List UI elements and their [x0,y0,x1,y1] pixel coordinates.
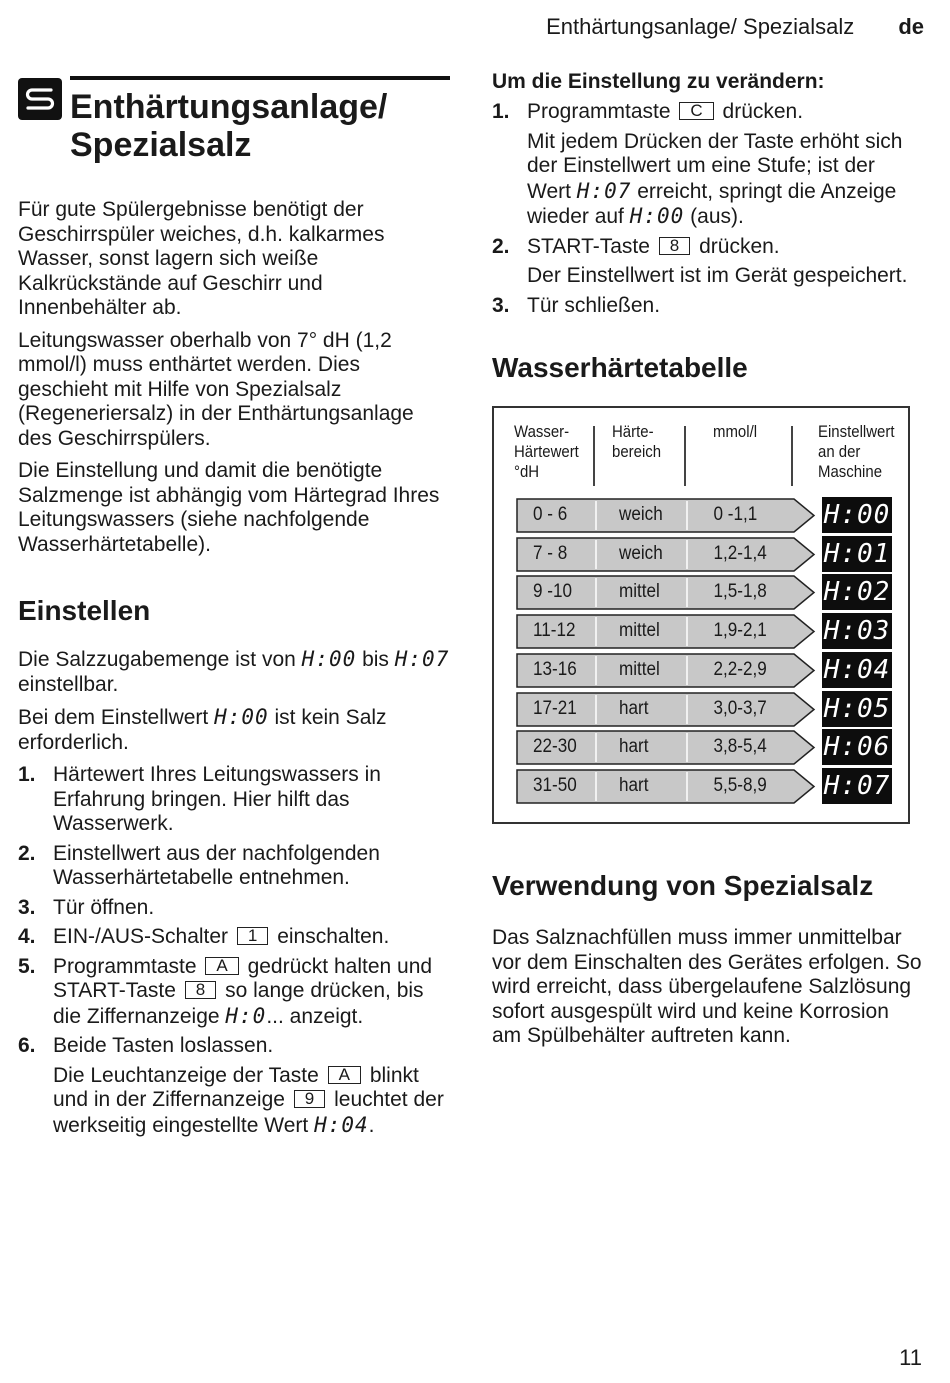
step-item [492,294,922,319]
change-heading: Um die Einstellung zu verändern: [492,70,825,93]
step-subtext [53,1064,450,1139]
key-symbol: A [328,1066,361,1084]
step-text: erreicht, springt die Anzeige wieder auf [527,179,897,228]
step-text: blinkt und in der Ziffernanzeige [53,1063,419,1111]
running-header [546,14,924,40]
cell-range: mittel [619,658,660,680]
lcd-value: H:07 [394,647,450,671]
cell-setting-lcd: H:05 [822,691,892,727]
lcd-value: H:00 [629,204,685,228]
step-text: ... anzeigt. [266,1004,364,1028]
step-text: START-Taste [527,234,650,258]
step-item [18,842,450,891]
step-text: Die Leuchtanzeige der Taste [53,1063,319,1087]
table-row [516,537,816,571]
step-item [18,763,450,837]
right-column [492,70,922,1057]
lcd-value: H:0 [225,1003,267,1028]
title-line-1: Enthärtungsanlage/ [70,88,388,126]
key-symbol: 8 [185,981,216,999]
setup-steps [18,763,450,1138]
intro-paragraph: Leitungswasser oberhalb von 7° dH (1,2 mmol/l) muss enthärtet werden. Dies geschieht mit Hilfe von Spezialsalz (Regeneriersalz) in der Enthärtungsanlage des Geschirrspülers. [18,328,414,450]
step-text: EIN-/AUS-Schalter [53,925,229,948]
lcd-value: H:00 [214,705,269,729]
step-text: Härtewert Ihres Leitungswassers in Erfahrung bringen. Hier hilft das Wasserwerk. [53,763,381,835]
no-salt-paragraph [18,705,450,755]
cell-setting-lcd: H:07 [822,768,892,804]
text: bis [356,648,395,671]
water-hardness-table [492,406,910,824]
text: einstellbar. [18,672,119,696]
salt-heading: Verwendung von Spezialsalz [492,870,874,901]
step-text: drücken. [699,234,780,258]
intro-text [18,198,450,557]
key-symbol: 1 [237,927,268,945]
step-item [18,896,450,921]
column-divider [593,426,595,486]
step-text: (aus). [684,205,744,228]
step-text: Programmtaste [527,100,671,123]
cell-setting-lcd: H:00 [822,497,892,533]
step-text: Einstellwert aus der nachfolgenden Wasserhärtetabelle entnehmen. [53,841,380,889]
lcd-value: H:04 [314,1112,369,1137]
cell-dh: 9 -10 [533,581,572,603]
step-item [492,100,922,230]
header-text: bereich [612,442,662,461]
header-text: mmol/l [713,422,758,441]
step-text: Beide Tasten loslassen. [53,1034,274,1057]
lcd-value: H:00 [301,647,357,671]
section-title [18,76,450,164]
header-text: Härte- [612,422,654,441]
column-divider [791,426,793,486]
step-text: . [368,1113,375,1137]
table-row [516,653,816,687]
step-number: 2. [492,234,510,258]
col-header-dh [514,422,579,482]
header-text: Maschine [818,462,883,481]
cell-mmol: 1,2-1,4 [713,542,767,564]
text: Die Salzzugabemenge ist von [18,648,302,671]
table-row [516,769,816,803]
table-row [516,498,816,532]
intro-paragraph: Die Einstellung und damit die benötigte Salzmenge ist abhängig vom Härtegrad Ihres Leitungswassers (siehe nachfolgende Wasserhärtetabelle). [18,459,440,556]
key-symbol: A [205,957,238,975]
page-number: 11 [899,1345,922,1370]
step-number: 4. [18,925,36,948]
cell-mmol: 1,5-1,8 [713,581,767,603]
step-number: 2. [18,841,36,865]
cell-range: hart [619,697,649,719]
cell-setting-lcd: H:01 [822,536,892,572]
step-text: so lange drücken, bis die Ziffernanzeige [53,979,424,1028]
key-symbol: C [679,102,713,120]
table-row [516,575,816,609]
cell-mmol: 3,0-3,7 [713,697,767,719]
cell-dh: 31-50 [533,774,577,796]
salt-s-icon [18,78,62,120]
intro-paragraph: Für gute Spülergebnisse benötigt der Geschirrspüler weiches, d.h. kalkarmes Wasser, sonst lagern sich weiße Kalkrückstände auf Geschirr und Innenbehälter ab. [18,198,385,319]
step-number: 3. [492,293,510,317]
step-text: gedrückt halten und START-Taste [53,954,433,1002]
table-row [516,614,816,648]
step-subtext: Der Einstellwert ist im Gerät gespeichert. [527,264,908,287]
cell-dh: 0 - 6 [533,504,568,525]
title-rule [70,76,450,82]
cell-setting-lcd: H:06 [822,729,892,765]
text: ist kein Salz erforderlich. [18,706,387,754]
step-number: 6. [18,1034,36,1057]
table-heading: Wasserhärtetabelle [492,352,748,383]
step-number: 5. [18,954,36,978]
cell-dh: 22-30 [533,736,577,758]
change-steps [492,100,922,318]
cell-mmol: 2,2-2,9 [713,658,767,680]
cell-mmol: 5,5-8,9 [713,774,767,796]
table-row [516,730,816,764]
step-item [18,1034,450,1138]
cell-dh: 17-21 [533,697,577,719]
header-text: an der [818,442,861,461]
cell-range: hart [619,736,649,758]
running-title: Enthärtungsanlage/ Spezialsalz [546,14,855,39]
cell-mmol: 0 -1,1 [713,504,758,525]
cell-mmol: 3,8-5,4 [713,736,767,758]
header-text: Wasser- [514,422,570,441]
col-header-mmol [713,422,757,442]
key-symbol: 9 [294,1090,325,1108]
step-item [18,955,450,1030]
language-tag: de [898,14,924,39]
step-number: 1. [18,763,36,786]
cell-setting-lcd: H:02 [822,574,892,610]
column-divider [684,426,686,486]
step-text: Tür schließen. [527,293,661,317]
step-item [18,925,450,950]
col-header-range [612,422,661,462]
step-text: drücken. [722,100,804,123]
cell-dh: 7 - 8 [533,542,568,564]
step-text: Mit jedem Drücken der Taste erhöht sich der Einstellwert um eine Stufe; ist der Wert [527,129,903,203]
cell-setting-lcd: H:03 [822,613,892,649]
einstellen-heading: Einstellen [18,595,151,626]
step-text: einschalten. [277,925,390,948]
step-text: Programmtaste [53,954,197,978]
step-subtext [527,130,922,230]
title-line-2: Spezialsalz [70,126,252,164]
cell-range: hart [619,774,649,796]
cell-dh: 11-12 [533,620,576,642]
step-text: leuchtet der werkseitig eingestellte Wert [53,1088,444,1137]
salt-range-paragraph [18,647,450,697]
cell-range: mittel [619,581,660,603]
table-row [516,692,816,726]
lcd-value: H:07 [576,178,632,203]
step-number: 1. [492,100,510,123]
step-text: Tür öffnen. [53,895,155,919]
col-header-setting [818,422,894,482]
cell-range: weich [619,504,663,525]
cell-mmol: 1,9-2,1 [713,620,767,642]
header-text: °dH [514,462,540,481]
cell-setting-lcd: H:04 [822,652,892,688]
cell-range: mittel [619,620,660,642]
page-title [70,88,450,164]
text: Bei dem Einstellwert [18,706,215,729]
cell-range: weich [619,542,663,564]
salt-paragraph: Das Salznachfüllen muss immer unmittelbar vor dem Einschalten des Gerätes erfolgen. So wird erreicht, dass übergelaufene Salzlösung sofort ausgespült wird und keine Korrosion am Spülbehälter auftreten kann. [492,926,922,1047]
key-symbol: 8 [659,237,690,255]
step-number: 3. [18,895,36,919]
header-text: Härtewert [514,442,579,461]
cell-dh: 13-16 [533,658,577,680]
left-column [18,76,450,1143]
header-text: Einstellwert [818,422,895,441]
step-item [492,235,922,289]
